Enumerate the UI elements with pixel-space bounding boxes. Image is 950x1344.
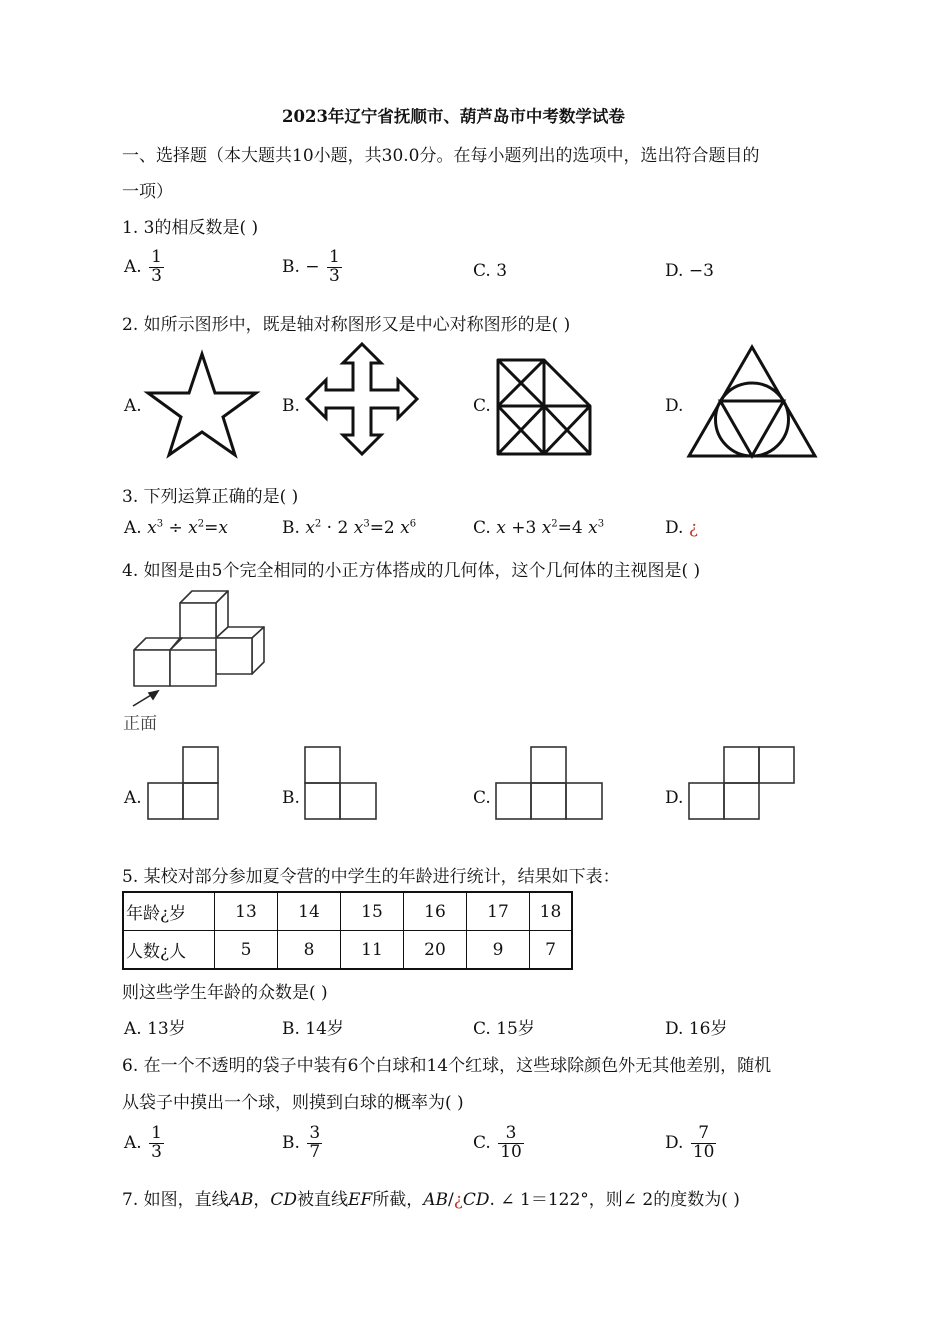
q6-option-c: C. $\frac{3}{10}$ [473, 1123, 522, 1162]
age-table [122, 891, 573, 970]
q6-stem-line2: 从袋子中摸出一个球，则摸到白球的概率为( ) [122, 1093, 464, 1113]
cube-stack-figure [128, 588, 268, 708]
table-cell: 13 [215, 892, 278, 931]
q7-stem: 7. 如图，直线AB，CD被直线EF所截，AB/¿CD. ∠ 1＝122°，则∠ 2的度数为( ) [122, 1190, 740, 1210]
q4-label-c: C. [473, 788, 491, 808]
q1-option-a: A. $\frac{1}{3}$ [124, 247, 162, 286]
table-cell: 5 [215, 931, 278, 970]
q2-stem: 2. 如所示图形中，既是轴对称图形又是中心对称图形的是( ) [122, 315, 571, 335]
table-cell: 11 [341, 931, 404, 970]
q1-option-b: B. − $\frac{1}{3}$ [282, 247, 340, 286]
q5-option-b: B. 14岁 [282, 1019, 344, 1039]
table-cell: 18 [530, 892, 573, 931]
table-cell: 20 [404, 931, 467, 970]
q5-option-a: A. 13岁 [124, 1019, 186, 1039]
q5-stem: 5. 某校对部分参加夏令营的中学生的年龄进行统计，结果如下表： [122, 867, 620, 887]
q3-option-d: D. ¿ [665, 518, 698, 538]
q2-label-c: C. [473, 396, 491, 416]
q3-option-a: A. $x^3 \div x^2=x$ [124, 518, 228, 538]
q6-option-b: B. $\frac{3}{7}$ [282, 1123, 321, 1162]
triangle-circle-figure [686, 344, 818, 459]
table-header-cell: 人数¿人 [123, 931, 215, 970]
q5-option-d: D. 16岁 [665, 1019, 728, 1039]
table-cell: 15 [341, 892, 404, 931]
q3-stem: 3. 下列运算正确的是( ) [122, 487, 299, 507]
q6-stem-line1: 6. 在一个不透明的袋子中装有6个白球和14个红球，这些球除颜色外无其他差别，随机 [122, 1056, 772, 1076]
q6-c-fraction: $\frac{3}{10}$ [500, 1123, 522, 1162]
q6-option-d: D. $\frac{7}{10}$ [665, 1123, 715, 1162]
q1-option-c: C. 3 [473, 261, 508, 281]
triangle-grid-figure [496, 358, 594, 458]
q6-a-fraction: $\frac{1}{3}$ [151, 1123, 162, 1162]
q4-view-d [687, 745, 799, 821]
q2-label-b: B. [282, 396, 300, 416]
q4-view-b [303, 745, 379, 821]
table-cell: 17 [467, 892, 530, 931]
section-header-line1: 一、选择题（本大题共10小题，共30.0分。在每小题列出的选项中，选出符合题目的 [122, 146, 760, 166]
table-cell: 16 [404, 892, 467, 931]
q3-option-b: B. $x^2 \cdot 2$ $x^3=2$ $x^6$ [282, 518, 417, 538]
table-cell: 9 [467, 931, 530, 970]
page-title: 2023年辽宁省抚顺市、葫芦岛市中考数学试卷 [282, 107, 625, 126]
table-row [123, 931, 572, 970]
q4-label-d: D. [665, 788, 684, 808]
q1-a-fraction: $\frac{1}{3}$ [151, 247, 162, 286]
q6-d-fraction: $\frac{7}{10}$ [692, 1123, 715, 1162]
q6-option-a: A. $\frac{1}{3}$ [124, 1123, 162, 1162]
q4-stem: 4. 如图是由5个完全相同的小正方体搭成的几何体，这个几何体的主视图是( ) [122, 561, 701, 581]
star-figure [146, 352, 258, 457]
section-header-line2: 一项） [122, 182, 173, 202]
q4-label-b: B. [282, 788, 300, 808]
q5-option-c: C. 15岁 [473, 1019, 535, 1039]
q1-option-d: D. −3 [665, 261, 714, 281]
table-cell: 14 [278, 892, 341, 931]
q1-stem: 1. 3的相反数是( ) [122, 218, 259, 238]
q6-b-fraction: $\frac{3}{7}$ [309, 1123, 321, 1162]
q4-view-a [146, 745, 220, 821]
table-header-cell: 年龄¿岁 [123, 892, 215, 931]
table-cell: 8 [278, 931, 341, 970]
q3-option-c: C. x +3 $x^2=4$ $x^3$ [473, 518, 605, 538]
q5-follow: 则这些学生年龄的众数是( ) [122, 983, 328, 1003]
front-view-label: 正面 [123, 714, 157, 734]
q2-label-d: D. [665, 396, 684, 416]
table-row [123, 892, 572, 931]
q4-view-c [494, 745, 606, 821]
q4-label-a: A. [124, 788, 142, 808]
four-way-arrow-figure [305, 342, 419, 456]
q2-label-a: A. [124, 396, 142, 416]
table-cell: 7 [530, 931, 573, 970]
q1-b-fraction: $\frac{1}{3}$ [328, 247, 340, 286]
